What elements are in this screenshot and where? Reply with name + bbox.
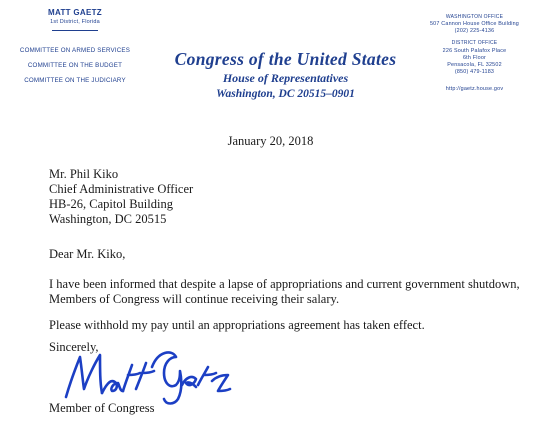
letterhead-divider bbox=[52, 30, 98, 31]
congress-title: Congress of the United States bbox=[174, 49, 397, 69]
website-link[interactable]: http://gaetz.house.gov bbox=[445, 86, 504, 92]
recipient-line: Washington, DC 20515 bbox=[49, 212, 167, 226]
member-district: 1st District, Florida bbox=[50, 19, 100, 25]
district-office-address2: 6th Floor bbox=[462, 55, 487, 61]
washington-office-address: 507 Cannon House Office Building bbox=[429, 21, 519, 27]
recipient-line: Mr. Phil Kiko bbox=[49, 167, 119, 181]
district-office-city: Pensacola, FL 32502 bbox=[447, 62, 502, 68]
house-title: House of Representatives bbox=[222, 71, 349, 85]
paragraph-line: Please withhold my pay until an appropriations agreement has taken effect. bbox=[49, 318, 425, 332]
crest-city: Washington, DC 20515–0901 bbox=[216, 88, 355, 100]
washington-office-phone: (202) 225-4136 bbox=[454, 28, 495, 34]
paragraph-line: I have been informed that despite a lapse of appropriations and current government shutdown, bbox=[49, 277, 520, 291]
district-office-heading: DISTRICT OFFICE bbox=[451, 40, 498, 46]
handwritten-signature bbox=[60, 345, 235, 407]
letter-date: January 20, 2018 bbox=[227, 134, 314, 148]
district-office-address1: 226 South Palafox Place bbox=[442, 48, 507, 54]
recipient-line: HB-26, Capitol Building bbox=[49, 197, 173, 211]
committee-budget: COMMITTEE ON THE BUDGET bbox=[27, 62, 123, 69]
salutation: Dear Mr. Kiko, bbox=[49, 247, 126, 261]
district-office-phone: (850) 479-1183 bbox=[454, 69, 495, 75]
signer-title: Member of Congress bbox=[49, 401, 155, 415]
recipient-line: Chief Administrative Officer bbox=[49, 182, 194, 196]
committee-judiciary: COMMITTEE ON THE JUDICIARY bbox=[24, 77, 126, 84]
paragraph-line: Members of Congress will continue receiving their salary. bbox=[49, 292, 340, 306]
closing: Sincerely, bbox=[49, 340, 99, 354]
committee-armed-services: COMMITTEE ON ARMED SERVICES bbox=[19, 47, 131, 54]
member-name: MATT GAETZ bbox=[48, 8, 102, 17]
washington-office-heading: WASHINGTON OFFICE bbox=[445, 14, 504, 20]
